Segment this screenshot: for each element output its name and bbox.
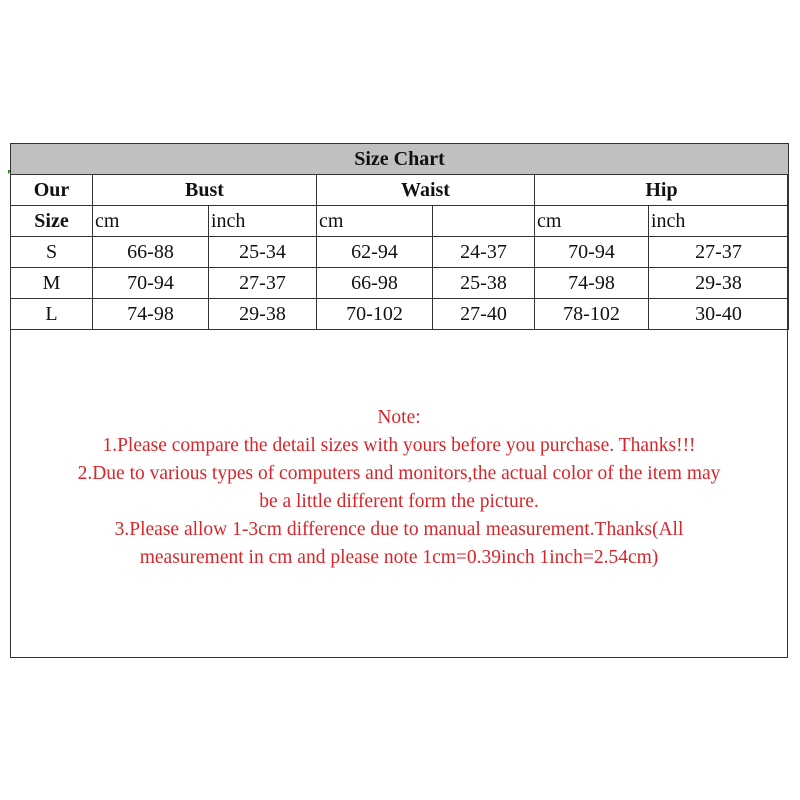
value-cell: 62-94	[317, 237, 433, 268]
size-cell: S	[11, 237, 93, 268]
unit-row	[11, 206, 789, 237]
value-cell: 78-102	[535, 299, 649, 330]
unit-cell: cm	[535, 206, 649, 237]
value-cell: 24-37	[433, 237, 535, 268]
our-label: Our	[11, 175, 93, 206]
value-cell: 25-34	[209, 237, 317, 268]
unit-cell: cm	[317, 206, 433, 237]
size-cell: L	[11, 299, 93, 330]
value-cell: 66-98	[317, 268, 433, 299]
unit-cell	[433, 206, 535, 237]
value-cell: 25-38	[433, 268, 535, 299]
waist-header: Waist	[317, 175, 535, 206]
value-cell: 29-38	[649, 268, 789, 299]
table-row	[11, 237, 789, 268]
value-cell: 70-94	[93, 268, 209, 299]
unit-cell: inch	[649, 206, 789, 237]
value-cell: 74-98	[535, 268, 649, 299]
note-line: measurement in cm and please note 1cm=0.39inch 1inch=2.54cm)	[139, 547, 659, 568]
value-cell: 27-37	[209, 268, 317, 299]
table-row	[11, 268, 789, 299]
bust-header: Bust	[93, 175, 317, 206]
unit-cell: inch	[209, 206, 317, 237]
note-line: be a little different form the picture.	[259, 491, 539, 512]
note-line: 1.Please compare the detail sizes with yours before you purchase. Thanks!!!	[102, 435, 696, 456]
note-heading: Note:	[377, 407, 421, 428]
hip-header: Hip	[535, 175, 789, 206]
chart-title: Size Chart	[11, 144, 789, 175]
unit-cell: cm	[93, 206, 209, 237]
value-cell: 27-37	[649, 237, 789, 268]
notes-block	[12, 404, 786, 572]
size-cell: M	[11, 268, 93, 299]
size-label: Size	[11, 206, 93, 237]
value-cell: 27-40	[433, 299, 535, 330]
note-line: 3.Please allow 1-3cm difference due to manual measurement.Thanks(All	[114, 519, 684, 540]
note-line: 2.Due to various types of computers and monitors,the actual color of the item may	[77, 463, 721, 484]
value-cell: 70-102	[317, 299, 433, 330]
value-cell: 70-94	[535, 237, 649, 268]
value-cell: 29-38	[209, 299, 317, 330]
value-cell: 66-88	[93, 237, 209, 268]
value-cell: 74-98	[93, 299, 209, 330]
size-chart-table	[10, 143, 789, 330]
value-cell: 30-40	[649, 299, 789, 330]
title-row	[11, 144, 789, 175]
table-row	[11, 299, 789, 330]
header-row	[11, 175, 789, 206]
